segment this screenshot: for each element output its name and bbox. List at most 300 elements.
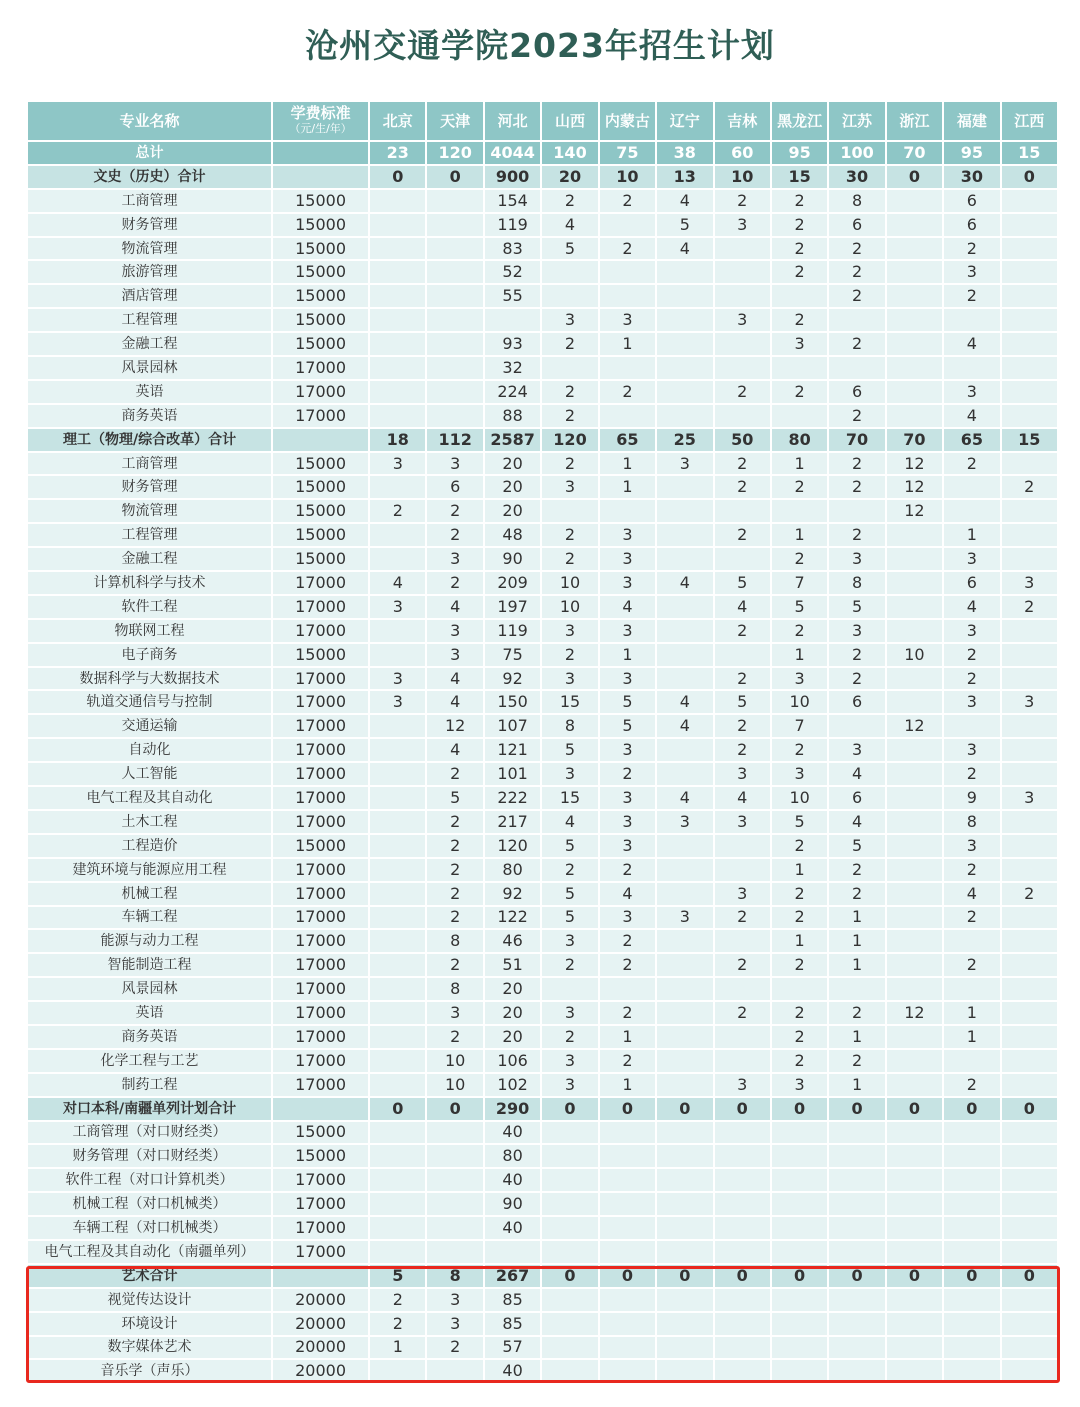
fee-cell	[273, 429, 370, 453]
quota-cell: 20	[485, 978, 542, 1002]
quota-cell: 2	[829, 644, 886, 668]
fee-cell: 17000	[273, 859, 370, 883]
quota-cell	[657, 763, 714, 787]
quota-cell	[1002, 548, 1059, 572]
quota-cell	[772, 1360, 829, 1384]
header-province: 江苏	[829, 102, 886, 142]
quota-cell: 2	[427, 835, 484, 859]
quota-cell: 6	[944, 572, 1001, 596]
quota-cell: 2	[944, 763, 1001, 787]
quota-cell: 50	[715, 429, 772, 453]
quota-cell: 2	[427, 1026, 484, 1050]
quota-cell	[370, 1193, 427, 1217]
table-row	[28, 1193, 1059, 1217]
quota-cell	[542, 1145, 599, 1169]
quota-cell	[657, 883, 714, 907]
quota-cell	[370, 1002, 427, 1026]
quota-cell: 0	[715, 1098, 772, 1122]
quota-cell	[887, 524, 944, 548]
quota-cell: 2	[829, 261, 886, 285]
quota-cell	[887, 1169, 944, 1193]
section-total-row	[28, 166, 1059, 190]
table-row	[28, 238, 1059, 262]
header-province: 天津	[427, 102, 484, 142]
header-fee-unit: （元/生/年）	[289, 122, 352, 135]
table-row	[28, 620, 1059, 644]
quota-cell: 2	[829, 524, 886, 548]
quota-cell	[370, 1026, 427, 1050]
quota-cell: 0	[370, 1098, 427, 1122]
quota-cell	[772, 285, 829, 309]
header-province: 江西	[1002, 102, 1059, 142]
quota-cell: 1	[829, 930, 886, 954]
quota-cell	[657, 978, 714, 1002]
quota-cell: 120	[485, 835, 542, 859]
quota-cell: 2	[715, 1002, 772, 1026]
quota-cell: 3	[657, 453, 714, 477]
quota-cell: 2	[370, 1289, 427, 1313]
quota-cell	[1002, 859, 1059, 883]
quota-cell: 85	[485, 1313, 542, 1337]
header-fee	[273, 102, 370, 142]
quota-cell: 2	[715, 190, 772, 214]
quota-cell: 3	[600, 524, 657, 548]
quota-cell	[657, 954, 714, 978]
quota-cell	[887, 1074, 944, 1098]
quota-cell: 4	[657, 787, 714, 811]
quota-cell: 0	[1002, 1098, 1059, 1122]
major-name-cell: 酒店管理	[28, 285, 273, 309]
quota-cell	[1002, 524, 1059, 548]
quota-cell	[887, 1313, 944, 1337]
quota-cell: 0	[1002, 1265, 1059, 1289]
fee-cell	[273, 1098, 370, 1122]
quota-cell: 23	[370, 142, 427, 166]
quota-cell	[542, 1193, 599, 1217]
quota-cell	[715, 1026, 772, 1050]
quota-cell: 4	[829, 763, 886, 787]
major-name-cell: 财务管理	[28, 476, 273, 500]
fee-cell: 17000	[273, 883, 370, 907]
table-row	[28, 1289, 1059, 1313]
table-row	[28, 190, 1059, 214]
quota-cell: 0	[542, 1265, 599, 1289]
quota-cell	[772, 1241, 829, 1265]
header-province: 内蒙古	[600, 102, 657, 142]
quota-cell	[1002, 1337, 1059, 1361]
table-row	[28, 930, 1059, 954]
quota-cell: 2	[829, 1002, 886, 1026]
quota-cell	[1002, 381, 1059, 405]
quota-cell	[887, 1145, 944, 1169]
quota-cell	[772, 1217, 829, 1241]
section-total-row	[28, 429, 1059, 453]
quota-cell	[1002, 1050, 1059, 1074]
table-row	[28, 668, 1059, 692]
quota-cell: 2	[772, 1026, 829, 1050]
quota-cell	[427, 285, 484, 309]
quota-cell	[370, 620, 427, 644]
quota-cell: 75	[485, 644, 542, 668]
quota-cell	[887, 978, 944, 1002]
major-name-cell: 金融工程	[28, 548, 273, 572]
quota-cell	[772, 1289, 829, 1313]
major-name-cell: 理工（物理/综合改革）合计	[28, 429, 273, 453]
quota-cell: 3	[427, 548, 484, 572]
quota-cell: 267	[485, 1265, 542, 1289]
quota-cell	[657, 548, 714, 572]
quota-cell	[657, 1193, 714, 1217]
quota-cell: 3	[600, 668, 657, 692]
quota-cell	[1002, 357, 1059, 381]
major-name-cell: 工商管理	[28, 190, 273, 214]
quota-cell	[657, 1313, 714, 1337]
quota-cell	[887, 572, 944, 596]
quota-cell	[370, 476, 427, 500]
quota-cell: 0	[887, 166, 944, 190]
quota-cell	[944, 1122, 1001, 1146]
quota-cell	[1002, 500, 1059, 524]
quota-cell	[944, 309, 1001, 333]
quota-cell: 2	[1002, 883, 1059, 907]
quota-cell: 52	[485, 261, 542, 285]
quota-cell: 4	[944, 333, 1001, 357]
quota-cell	[887, 1050, 944, 1074]
quota-cell: 2	[944, 1074, 1001, 1098]
quota-cell: 3	[829, 620, 886, 644]
fee-cell: 15000	[273, 333, 370, 357]
quota-cell: 5	[772, 811, 829, 835]
quota-cell: 0	[829, 1265, 886, 1289]
quota-cell: 1	[772, 930, 829, 954]
fee-cell	[273, 166, 370, 190]
quota-cell	[887, 954, 944, 978]
major-name-cell: 工程管理	[28, 309, 273, 333]
quota-cell: 102	[485, 1074, 542, 1098]
quota-cell: 5	[542, 883, 599, 907]
quota-cell	[715, 333, 772, 357]
quota-cell	[542, 500, 599, 524]
quota-cell: 2	[715, 524, 772, 548]
quota-cell: 4	[370, 572, 427, 596]
quota-cell	[944, 1360, 1001, 1384]
quota-cell: 8	[829, 190, 886, 214]
fee-cell: 15000	[273, 1122, 370, 1146]
header-province: 福建	[944, 102, 1001, 142]
quota-cell: 106	[485, 1050, 542, 1074]
quota-cell	[1002, 1169, 1059, 1193]
quota-cell	[370, 381, 427, 405]
quota-cell	[370, 405, 427, 429]
quota-cell: 0	[772, 1265, 829, 1289]
quota-cell: 2	[944, 954, 1001, 978]
major-name-cell: 旅游管理	[28, 261, 273, 285]
quota-cell	[887, 1337, 944, 1361]
major-name-cell: 文史（历史）合计	[28, 166, 273, 190]
quota-cell: 1	[829, 954, 886, 978]
major-name-cell: 计算机科学与技术	[28, 572, 273, 596]
quota-cell: 4	[657, 190, 714, 214]
fee-cell: 17000	[273, 907, 370, 931]
table-row	[28, 644, 1059, 668]
quota-cell	[370, 1074, 427, 1098]
major-name-cell: 工程管理	[28, 524, 273, 548]
page-title: 沧州交通学院2023年招生计划	[305, 26, 775, 65]
quota-cell: 2	[600, 1050, 657, 1074]
quota-cell	[829, 1289, 886, 1313]
quota-cell	[657, 739, 714, 763]
quota-cell	[427, 333, 484, 357]
quota-cell: 2	[427, 883, 484, 907]
quota-cell: 3	[600, 548, 657, 572]
quota-cell: 3	[542, 476, 599, 500]
quota-cell: 60	[715, 142, 772, 166]
quota-cell: 0	[370, 166, 427, 190]
quota-cell: 32	[485, 357, 542, 381]
quota-cell: 120	[427, 142, 484, 166]
quota-cell: 12	[887, 1002, 944, 1026]
quota-cell: 0	[600, 1265, 657, 1289]
quota-cell	[715, 1217, 772, 1241]
fee-cell: 17000	[273, 1026, 370, 1050]
table-row	[28, 1360, 1059, 1384]
table-row	[28, 309, 1059, 333]
quota-cell	[1002, 1360, 1059, 1384]
quota-cell: 0	[887, 1265, 944, 1289]
quota-cell: 1	[944, 1026, 1001, 1050]
quota-cell	[1002, 739, 1059, 763]
quota-cell	[1002, 453, 1059, 477]
quota-cell: 1	[772, 453, 829, 477]
quota-cell: 6	[829, 381, 886, 405]
quota-cell: 3	[657, 907, 714, 931]
quota-cell: 2	[427, 907, 484, 931]
table-row	[28, 1337, 1059, 1361]
quota-cell: 3	[427, 644, 484, 668]
quota-cell	[1002, 285, 1059, 309]
quota-cell: 2	[542, 453, 599, 477]
fee-cell: 15000	[273, 548, 370, 572]
major-name-cell: 财务管理（对口财经类）	[28, 1145, 273, 1169]
quota-cell: 1	[600, 453, 657, 477]
quota-cell: 3	[944, 739, 1001, 763]
quota-cell: 20	[485, 1026, 542, 1050]
quota-cell	[887, 214, 944, 238]
quota-cell	[542, 1122, 599, 1146]
quota-cell	[772, 1193, 829, 1217]
quota-cell: 2	[542, 524, 599, 548]
quota-cell	[887, 405, 944, 429]
quota-cell	[1002, 930, 1059, 954]
major-name-cell: 金融工程	[28, 333, 273, 357]
quota-cell	[1002, 954, 1059, 978]
quota-cell	[370, 548, 427, 572]
quota-cell: 3	[944, 835, 1001, 859]
fee-cell: 15000	[273, 644, 370, 668]
fee-cell: 20000	[273, 1360, 370, 1384]
quota-cell: 70	[829, 429, 886, 453]
quota-cell	[887, 190, 944, 214]
quota-cell	[370, 190, 427, 214]
quota-cell	[657, 668, 714, 692]
quota-cell: 4	[657, 238, 714, 262]
quota-cell: 4	[427, 668, 484, 692]
quota-cell	[829, 1169, 886, 1193]
quota-cell: 3	[542, 763, 599, 787]
quota-cell: 95	[772, 142, 829, 166]
quota-cell: 2	[829, 859, 886, 883]
table-row	[28, 763, 1059, 787]
fee-cell: 17000	[273, 1217, 370, 1241]
header-province: 北京	[370, 102, 427, 142]
table-row	[28, 978, 1059, 1002]
major-name-cell: 电气工程及其自动化	[28, 787, 273, 811]
quota-cell: 88	[485, 405, 542, 429]
header-province: 吉林	[715, 102, 772, 142]
quota-cell: 1	[772, 859, 829, 883]
quota-cell	[829, 1193, 886, 1217]
quota-cell: 3	[542, 1002, 599, 1026]
quota-cell: 5	[715, 572, 772, 596]
quota-cell	[485, 309, 542, 333]
quota-cell: 2	[772, 238, 829, 262]
quota-cell: 90	[485, 548, 542, 572]
table-row	[28, 859, 1059, 883]
quota-cell: 2	[370, 500, 427, 524]
quota-cell	[887, 1193, 944, 1217]
quota-cell: 3	[370, 691, 427, 715]
quota-cell	[1002, 668, 1059, 692]
table-row	[28, 907, 1059, 931]
quota-cell: 40	[485, 1169, 542, 1193]
quota-cell	[887, 261, 944, 285]
major-name-cell: 车辆工程（对口机械类）	[28, 1217, 273, 1241]
quota-cell: 2	[715, 453, 772, 477]
quota-cell	[715, 1337, 772, 1361]
quota-cell	[1002, 238, 1059, 262]
quota-cell: 2	[1002, 596, 1059, 620]
quota-cell	[715, 357, 772, 381]
quota-cell: 55	[485, 285, 542, 309]
quota-cell	[370, 261, 427, 285]
fee-cell: 15000	[273, 476, 370, 500]
quota-cell: 3	[944, 261, 1001, 285]
major-name-cell: 物联网工程	[28, 620, 273, 644]
quota-cell	[829, 1145, 886, 1169]
quota-cell: 4	[829, 811, 886, 835]
quota-cell	[370, 883, 427, 907]
quota-cell: 3	[542, 1074, 599, 1098]
quota-cell	[657, 930, 714, 954]
quota-cell	[657, 1337, 714, 1361]
table-body	[28, 142, 1059, 1384]
quota-cell: 2	[829, 333, 886, 357]
quota-cell: 3	[829, 548, 886, 572]
quota-cell: 57	[485, 1337, 542, 1361]
quota-cell: 2	[427, 524, 484, 548]
quota-cell: 2	[772, 548, 829, 572]
fee-cell: 17000	[273, 405, 370, 429]
quota-cell	[829, 1217, 886, 1241]
fee-cell: 17000	[273, 1193, 370, 1217]
major-name-cell: 数据科学与大数据技术	[28, 668, 273, 692]
quota-cell: 18	[370, 429, 427, 453]
quota-cell: 2	[542, 548, 599, 572]
quota-cell: 1	[600, 333, 657, 357]
fee-cell: 15000	[273, 285, 370, 309]
quota-cell: 15	[1002, 142, 1059, 166]
quota-cell: 3	[944, 691, 1001, 715]
quota-cell	[715, 1193, 772, 1217]
quota-cell: 222	[485, 787, 542, 811]
quota-cell	[715, 285, 772, 309]
quota-cell	[887, 883, 944, 907]
fee-cell: 15000	[273, 190, 370, 214]
quota-cell: 2	[427, 954, 484, 978]
section-total-row	[28, 1098, 1059, 1122]
quota-cell: 1	[600, 644, 657, 668]
quota-cell: 3	[715, 811, 772, 835]
quota-cell: 40	[485, 1360, 542, 1384]
quota-cell	[600, 1241, 657, 1265]
quota-cell	[370, 859, 427, 883]
quota-cell	[657, 405, 714, 429]
major-name-cell: 音乐学（声乐）	[28, 1360, 273, 1384]
quota-cell	[772, 1169, 829, 1193]
quota-cell	[657, 1217, 714, 1241]
quota-cell: 5	[542, 907, 599, 931]
quota-cell	[715, 1360, 772, 1384]
major-name-cell: 物流管理	[28, 238, 273, 262]
major-name-cell: 人工智能	[28, 763, 273, 787]
table-row	[28, 1241, 1059, 1265]
quota-cell: 2	[772, 907, 829, 931]
quota-cell: 197	[485, 596, 542, 620]
quota-cell: 140	[542, 142, 599, 166]
quota-cell: 38	[657, 142, 714, 166]
fee-cell: 17000	[273, 357, 370, 381]
quota-cell	[657, 476, 714, 500]
major-name-cell: 软件工程	[28, 596, 273, 620]
major-name-cell: 商务英语	[28, 405, 273, 429]
quota-cell	[887, 1217, 944, 1241]
header-province: 辽宁	[657, 102, 714, 142]
major-name-cell: 英语	[28, 381, 273, 405]
quota-cell: 2	[600, 238, 657, 262]
quota-cell	[1002, 1193, 1059, 1217]
quota-cell: 7	[772, 715, 829, 739]
major-name-cell: 电气工程及其自动化（南疆单列）	[28, 1241, 273, 1265]
quota-cell	[370, 524, 427, 548]
quota-cell: 2	[944, 238, 1001, 262]
quota-cell: 10	[600, 166, 657, 190]
quota-cell: 2587	[485, 429, 542, 453]
quota-cell: 119	[485, 214, 542, 238]
quota-cell: 0	[829, 1098, 886, 1122]
header-province: 河北	[485, 102, 542, 142]
quota-cell: 15	[542, 691, 599, 715]
quota-cell: 112	[427, 429, 484, 453]
fee-cell: 17000	[273, 954, 370, 978]
quota-cell: 92	[485, 668, 542, 692]
quota-cell: 3	[542, 309, 599, 333]
quota-cell	[657, 1122, 714, 1146]
quota-cell: 2	[944, 907, 1001, 931]
quota-cell	[829, 500, 886, 524]
table-row	[28, 1002, 1059, 1026]
quota-cell: 8	[829, 572, 886, 596]
quota-cell	[772, 978, 829, 1002]
